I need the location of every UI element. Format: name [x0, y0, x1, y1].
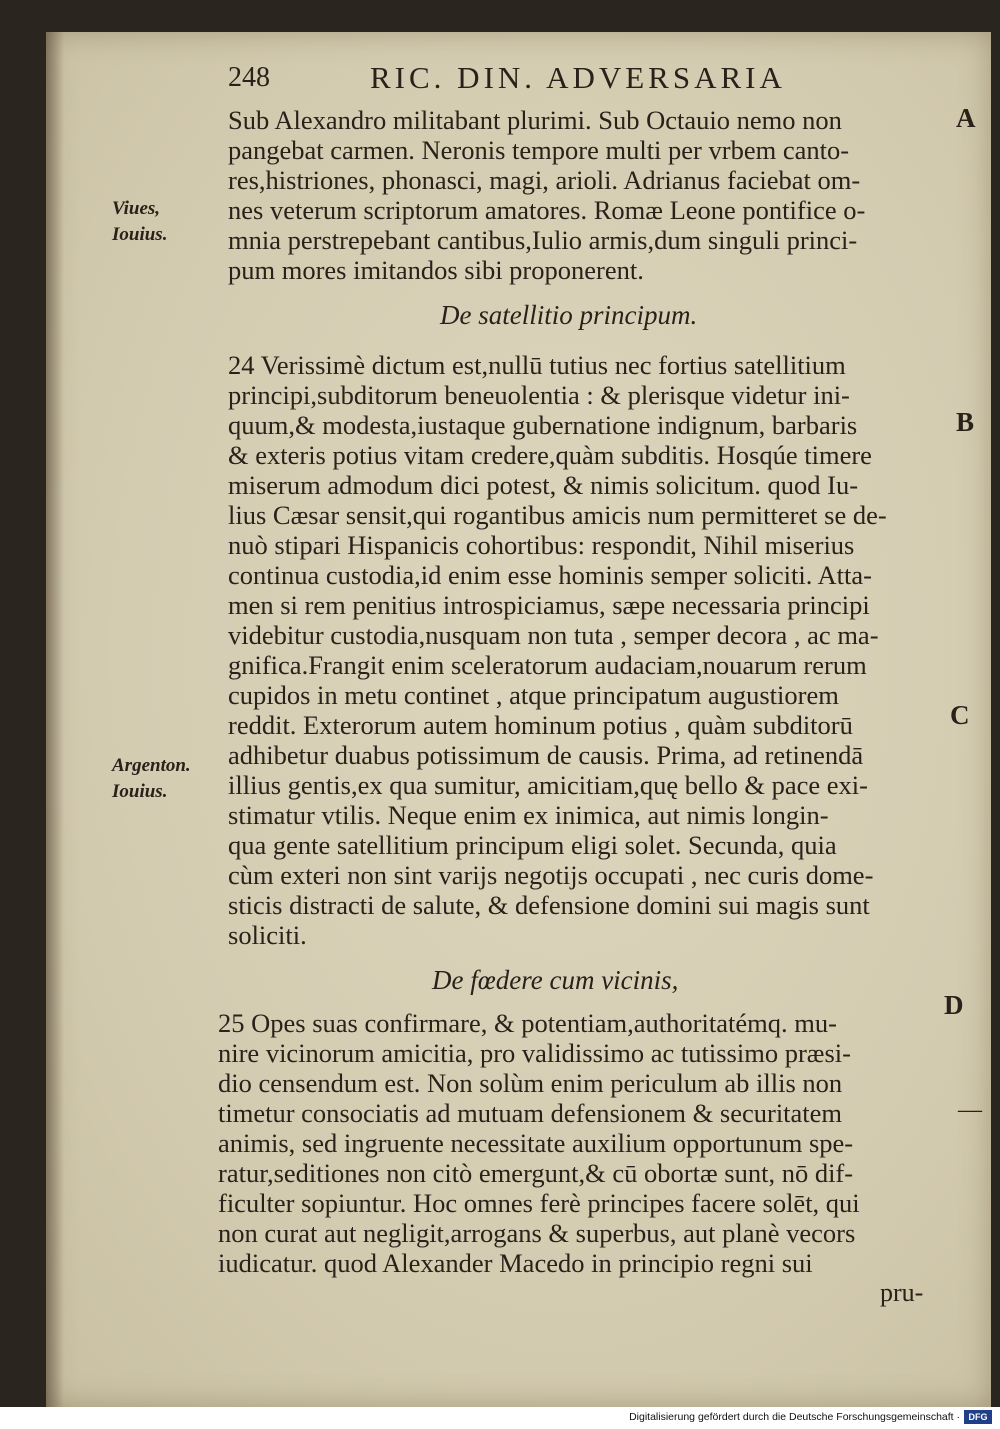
side-note-line: Iouius. — [112, 781, 168, 802]
text-line: soliciti. — [228, 920, 307, 950]
running-head — [0, 60, 1000, 100]
text-line: pangebat carmen. Neronis tempore multi per vrbem canto- — [228, 135, 850, 165]
text-line: illius gentis,ex qua sumitur, amicitiam,quę bello & pace exi- — [228, 770, 868, 800]
text-line: qua gente satellitium principum eligi solet. Secunda, quia — [228, 830, 837, 860]
section-heading-satellitio: De satellitio principum. — [440, 300, 698, 330]
margin-letter-d: D — [944, 990, 964, 1020]
text-line: stimatur vtilis. Neque enim ex inimica, aut nimis longin- — [228, 800, 829, 830]
running-head-title: RIC. DIN. ADVERSARIA — [370, 60, 786, 95]
text-line: Sub Alexandro militabant plurimi. Sub Octauio nemo non — [228, 105, 842, 135]
margin-letter-b: B — [956, 407, 975, 437]
section-heading-foedere: De fœdere cum vicinis, — [432, 965, 679, 995]
text-line: men si rem penitius introspiciamus, sæpe necessaria principi — [228, 590, 870, 620]
text-line: principi,subditorum beneuolentia : & plerisque videtur ini- — [228, 380, 850, 410]
text-line: miserum admodum dici potest, & nimis solicitum. quod Iu- — [228, 470, 859, 500]
text-line: sticis distracti de salute, & defensione domini sui magis sunt — [228, 890, 870, 920]
text-line: lius Cæsar sensit,qui rogantibus amicis num permitteret se de- — [228, 500, 887, 530]
page-number: 248 — [228, 62, 270, 93]
text-line: 25 Opes suas confirmare, & potentiam,authoritatémq. mu- — [218, 1008, 837, 1038]
text-line: quum,& modesta,iustaque gubernatione indignum, barbaris — [228, 410, 858, 440]
digitization-footer — [0, 1407, 1000, 1429]
text-line: animis, sed ingruente necessitate auxilium opportunum spe- — [218, 1128, 854, 1158]
text-line: ratur,seditiones non citò emergunt,& cū obortæ sunt, nō dif- — [218, 1158, 854, 1188]
text-line: gnifica.Frangit enim sceleratorum audaciam,nouarum rerum — [228, 650, 867, 680]
text-line: res,histriones, phonasci, magi, arioli. Adrianus faciebat om- — [228, 165, 861, 195]
text-line: continua custodia,id enim esse hominis semper soliciti. Atta- — [228, 560, 872, 590]
text-line: nuò stipari Hispanicis cohortibus: respondit, Nihil miserius — [228, 530, 855, 560]
text-line: & exteris potius vitam credere,quàm subditis. Hosqúe timere — [228, 440, 872, 470]
text-line: nes veterum scriptorum amatores. Romæ Leone pontifice o- — [228, 195, 866, 225]
text-line: 24 Verissimè dictum est,nullū tutius nec fortius satellitium — [228, 350, 846, 380]
side-note-argenton — [112, 753, 191, 805]
text-line: videbitur custodia,nusquam non tuta , semper decora , ac ma- — [228, 620, 879, 650]
text-line: adhibetur duabus potissimum de causis. Prima, ad retinendā — [228, 740, 864, 770]
side-note-line: Argenton. — [112, 755, 191, 776]
text-line: reddit. Exterorum autem hominum potius , quàm subditorū — [228, 710, 853, 740]
text-line: cùm exteri non sint varijs negotijs occupati , nec curis dome- — [228, 860, 874, 890]
footer-credit: Digitalisierung gefördert durch die Deutsche Forschungsgemeinschaft · — [629, 1411, 960, 1423]
side-note-line: Viues, — [112, 198, 161, 219]
catchword: pru- — [880, 1278, 924, 1307]
text-line: timetur consociatis ad mutuam defensionem & securitatem — [218, 1098, 843, 1128]
text-line: non curat aut negligit,arrogans & superbus, aut planè vecors — [218, 1218, 856, 1248]
side-note-line: Iouius. — [112, 224, 168, 245]
text-line: cupidos in metu continet , atque principatum augustiorem — [228, 680, 839, 710]
text-line: dio censendum est. Non solùm enim periculum ab illis non — [218, 1068, 843, 1098]
text-line: ficulter sopiuntur. Hoc omnes ferè principes facere solēt, qui — [218, 1188, 860, 1218]
text-line: pum mores imitandos sibi proponerent. — [228, 255, 644, 285]
margin-letter-a: A — [956, 103, 976, 133]
margin-dash: — — [958, 1097, 982, 1123]
text-line: nire vicinorum amicitia, pro validissimo ac tutissimo præsi- — [218, 1038, 851, 1068]
side-note-viues — [112, 196, 167, 248]
text-line: iudicatur. quod Alexander Macedo in principio regni sui — [218, 1248, 813, 1278]
dfg-logo: DFG — [964, 1410, 992, 1424]
margin-letter-c: C — [950, 700, 970, 730]
text-line: mnia perstrepebant cantibus,Iulio armis,dum singuli princi- — [228, 225, 858, 255]
